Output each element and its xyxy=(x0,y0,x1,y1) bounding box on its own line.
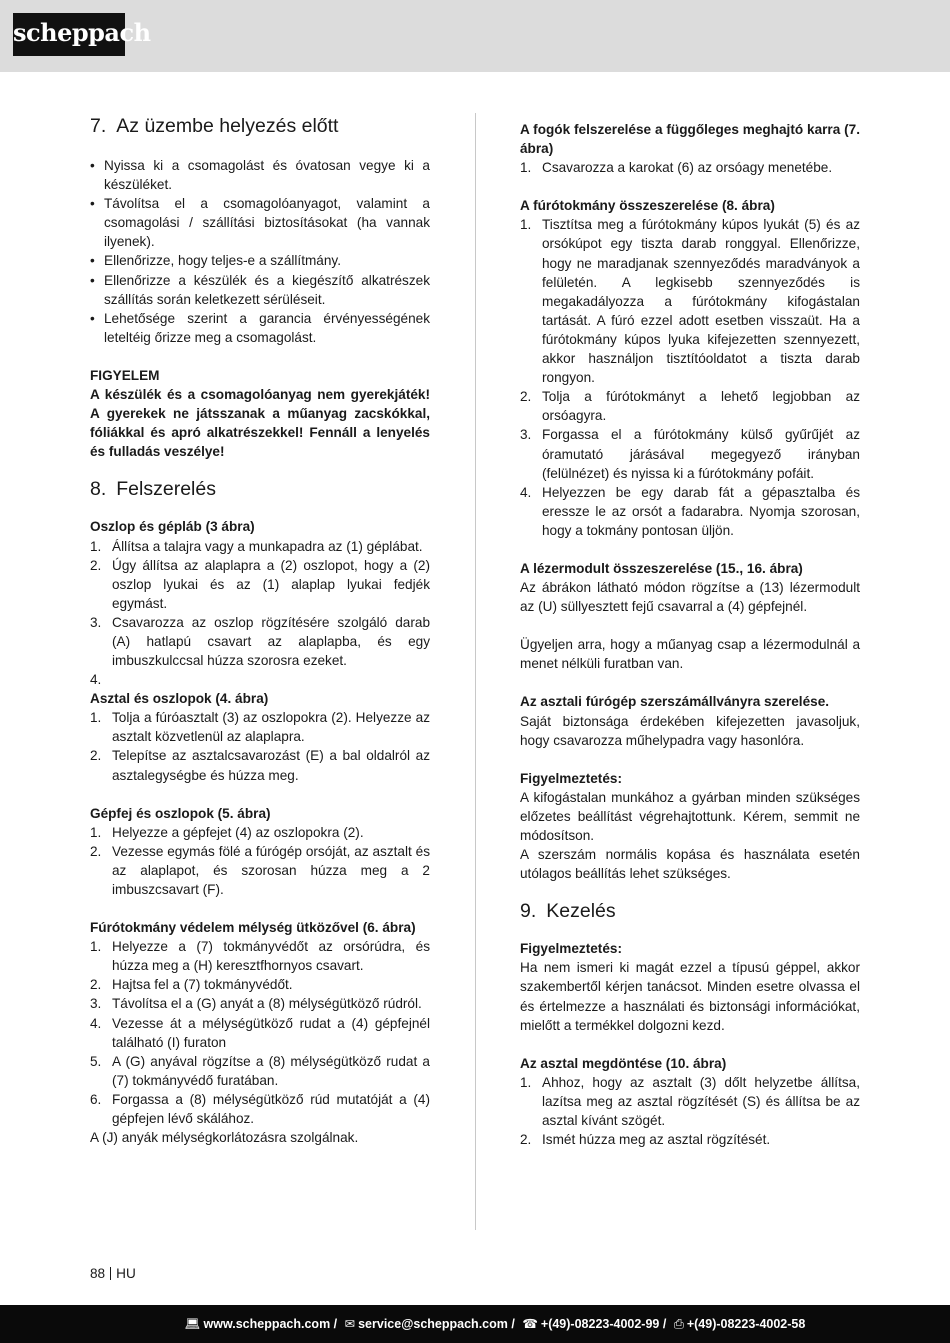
column-divider xyxy=(475,113,476,1230)
chuck-steps xyxy=(520,215,860,540)
list-item: • Ellenőrizze a készülék és a kiegészítő alkatrészek szállítás során keletkezett sérüléseit. xyxy=(90,271,430,309)
page-number-separator xyxy=(110,1267,111,1280)
footer-phone: +(49)-08223-4002-99 / xyxy=(540,1317,667,1331)
guard-steps xyxy=(90,937,430,1128)
phone-icon: ☎︎ xyxy=(522,1317,538,1331)
list-item: 4. xyxy=(90,672,102,688)
fax-icon: ⎙ xyxy=(673,1317,684,1331)
warning-heading: Figyelmeztetés: xyxy=(520,770,622,786)
section-9-heading: 9. Kezelés xyxy=(520,900,616,923)
list-item: 2. Telepítse az asztalcsavarozást (E) a bal oldalról az asztalegységbe és húzza meg. xyxy=(90,748,430,783)
subheading-stand: Az asztali fúrógép szerszámállványra szerelése. xyxy=(520,694,830,710)
list-item: • Távolítsa el a csomagolóanyagot, valamint a csomagolási / szállítási biztosításokat (ha vannak ilyenek). xyxy=(90,194,430,251)
section-8-heading: 8. Felszerelés xyxy=(90,478,216,501)
list-item: 1. Állítsa a talajra vagy a munkapadra az (1) géplábat. xyxy=(90,538,423,554)
operation-warning-heading: Figyelmeztetés: xyxy=(520,941,622,957)
list-item: 4. Vezesse át a mélységütköző rudat a (4) gépfejnél található (I) furaton xyxy=(90,1015,430,1050)
list-item: 2. Vezesse egymás fölé a fúrógép orsóját, az asztalt és az alaplapot, és szorosan húzza meg a 2 imbuszcsavart (F). xyxy=(90,843,430,897)
footer-web[interactable]: www.scheppach.com / xyxy=(203,1317,338,1331)
section-7-heading: 7. Az üzembe helyezés előtt xyxy=(90,115,339,137)
list-item: 1. Helyezze a gépfejet (4) az oszlopokra (2). xyxy=(90,824,364,840)
list-item: • Ellenőrizze, hogy teljes-e a szállítmány. xyxy=(90,251,430,270)
tilt-steps xyxy=(520,1073,860,1149)
right-column xyxy=(520,120,860,1149)
list-item: 2. Úgy állítsa az alaplapra a (2) oszlopot, hogy a (2) oszlop lyukai és az (1) alaplap lyukai fedjék egymást. xyxy=(90,557,430,611)
laser-text-2: Ügyeljen arra, hogy a műanyag csap a lézermodulnál a menet nélküli furatban van. xyxy=(520,637,860,672)
operation-warning-text: Ha nem ismeri ki magát ezzel a típusú géppel, akkor szakembertől kérjen tanácsot. Minden esetre olvassa el és értelmezze a használati és biztonsági információkat, mielőtt a termékkel dolgozni kezd. xyxy=(520,960,860,1033)
page-number: 88 HU xyxy=(90,1266,136,1281)
table-steps xyxy=(90,708,430,784)
list-item: • Lehetősége szerint a garancia érvényességének leteltéig őrizze meg a csomagolást. xyxy=(90,309,430,347)
warning-title: FIGYELEM xyxy=(90,367,160,383)
list-item: 6. Forgassa a (8) mélységütköző rúd mutatóját a (4) gépfejen lévő skálához. xyxy=(90,1091,430,1127)
list-item: 1. Ahhoz, hogy az asztalt (3) dőlt helyzetbe állítsa, lazítsa meg az asztal rögzítését (S) és állítsa be az asztal kívánt szögét. xyxy=(520,1074,860,1129)
subheading-column: Oszlop és gépláb (3 ábra) xyxy=(90,519,255,535)
mail-icon: ✉︎ xyxy=(344,1317,356,1331)
footer-band xyxy=(0,1305,950,1343)
head-steps xyxy=(90,823,430,899)
footer-fax: +(49)-08223-4002-58 xyxy=(686,1317,806,1331)
subheading-head: Gépfej és oszlopok (5. ábra) xyxy=(90,805,271,821)
list-item: 1. Tisztítsa meg a fúrótokmány kúpos lyukát (5) és az orsókúpot egy tiszta darab ronggyal. Ellenőrizze, hogy ne maradjanak szennyeződés maradványok a felületén. A legkisebb szennyeződés is megakadályozza a fúrótokmány kifogástalan tartását. A fúró ezzel adott esetben visszaüt. Ha a fúrótokmány kúpos lyuka kifejezetten szennyezett, akkor használjon tisztítóoldatot a tiszta darab rongyon. xyxy=(520,217,860,386)
footer-mail[interactable]: service@scheppach.com / xyxy=(358,1317,515,1331)
list-item: 5. A (G) anyával rögzítse a (8) mélységütköző rudat a (7) tokmányvédő furatában. xyxy=(90,1053,430,1088)
stand-text: Saját biztonsága érdekében kifejezetten javasoljuk, hogy csavarozza műhelypadra vagy hasonlóra. xyxy=(520,713,860,748)
subheading-table: Asztal és oszlopok (4. ábra) xyxy=(90,691,269,707)
subheading-chuck: A fúrótokmány összeszerelése (8. ábra) xyxy=(520,198,775,214)
guard-note: A (J) anyák mélységkorlátozásra szolgálnak. xyxy=(90,1130,359,1146)
list-item: 3. Távolítsa el a (G) anyát a (8) mélységütköző rúdról. xyxy=(90,996,422,1012)
header-band xyxy=(0,0,950,72)
subheading-grips: A fogók felszerelése a függőleges meghajtó karra (7. ábra) xyxy=(520,122,860,157)
list-item: 1. Csavarozza a karokat (6) az orsóagy menetébe. xyxy=(520,160,833,176)
brand-logo: scheppach xyxy=(13,13,125,56)
list-item: 1. Tolja a fúróasztalt (3) az oszlopokra (2). Helyezze az asztalt közvetlenül az alaplapra. xyxy=(90,710,430,745)
laser-text-1: Az ábrákon látható módon rögzítse a (13) lézermodult az (U) süllyesztett fejű csavarral a (4) gépfejnél. xyxy=(520,580,860,615)
section-7-bullets xyxy=(90,156,430,347)
warning-text-1: A kifogástalan munkához a gyárban minden szükséges előzetes beállítást végrehajtottunk. Kérem, semmit ne módosítson. xyxy=(520,789,860,843)
list-item: 2. Hajtsa fel a (7) tokmányvédőt. xyxy=(90,977,293,993)
subheading-laser: A lézermodult összeszerelése (15., 16. ábra) xyxy=(520,560,803,576)
warning-text: A készülék és a csomagolóanyag nem gyerekjáték! A gyerekek ne játsszanak a műanyag zacskókkal, fóliákkal és apró alkatrészekkel! Fennáll a lenyelés és fulladás veszélye! xyxy=(90,387,430,460)
list-item: 3. Forgassa el a fúrótokmány külső gyűrűjét az óramutató járásával megegyező irányban (felülnézet) és nyissa ki a fúrótokmány pofáit. xyxy=(520,427,860,481)
left-column xyxy=(90,112,430,1147)
column-steps xyxy=(90,537,430,690)
grips-steps xyxy=(520,158,860,177)
subheading-guard: Fúrótokmány védelem mélység ütközővel (6. ábra) xyxy=(90,920,416,936)
computer-icon: 💻︎ xyxy=(184,1317,201,1331)
list-item: • Nyissa ki a csomagolást és óvatosan vegye ki a készüléket. xyxy=(90,156,430,194)
list-item: 1. Helyezze a (7) tokmányvédőt az orsórúdra, és húzza meg a (H) keresztfhornyos csavart. xyxy=(90,939,430,974)
list-item: 4. Helyezzen be egy darab fát a gépasztalba és eressze le az orsót a fadarabra. Nyomja szorosan, hogy a tokmány pontosan üljön. xyxy=(520,484,860,538)
subheading-tilt: Az asztal megdöntése (10. ábra) xyxy=(520,1055,727,1071)
list-item: 2. Ismét húzza meg az asztal rögzítését. xyxy=(520,1132,771,1148)
warning-text-2: A szerszám normális kopása és használata esetén utólagos beállítás lehet szükséges. xyxy=(520,847,860,882)
list-item: 3. Csavarozza az oszlop rögzítésére szolgáló darab (A) hatlapú csavart az alaplapba, és egy imbuszkulccsal húzza szorosra ezeket. xyxy=(90,614,430,669)
list-item: 2. Tolja a fúrótokmányt a lehető legjobban az orsóagyra. xyxy=(520,389,860,424)
